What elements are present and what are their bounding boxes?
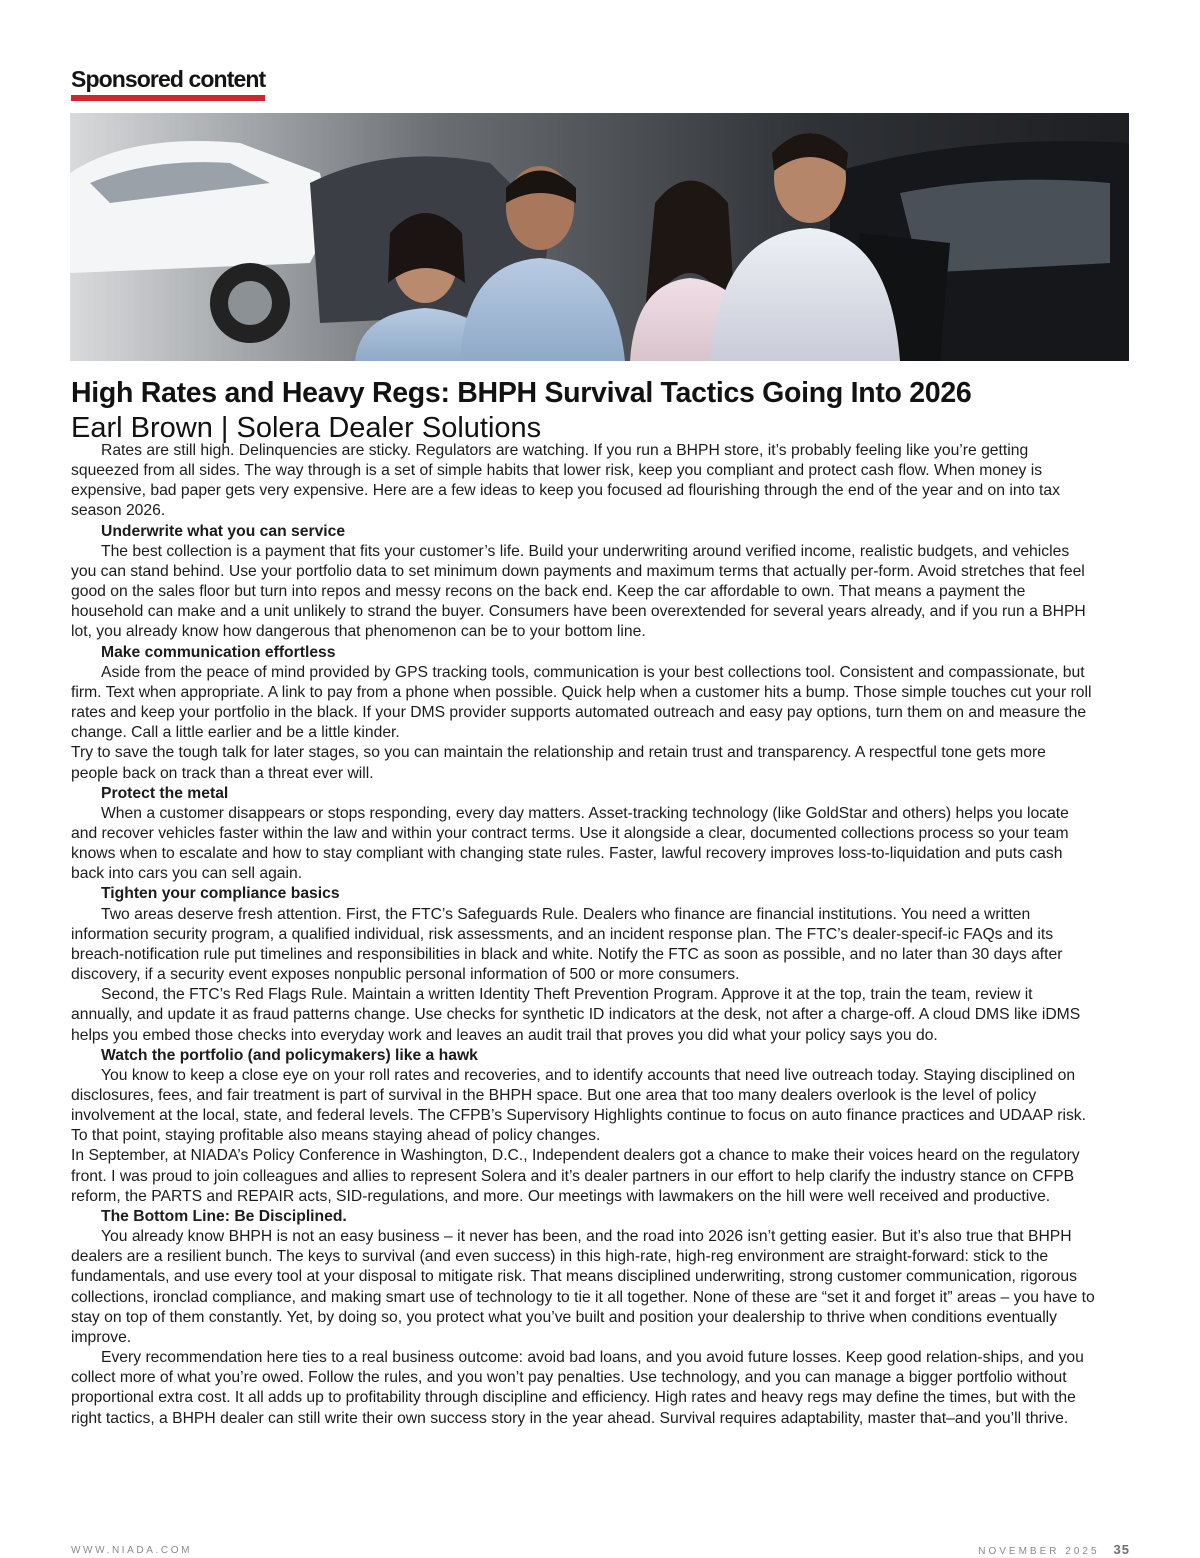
sponsored-content-label: Sponsored content [71, 66, 265, 101]
footer-website: WWW.NIADA.COM [71, 1545, 193, 1556]
footer-issue: NOVEMBER 2025 [978, 1546, 1100, 1557]
section-heading-compliance: Tighten your compliance basics [101, 885, 340, 903]
paragraph-protect-metal: When a customer disappears or stops responding, every day matters. Asset-tracking technology (like GoldStar and others) helps you locate and recover vehicles faster within the law and within your contract terms. Use it alongside a clear, documented collections process so your team knows when to escalate and how to stay compliant with changing state rules. Faster, lawful recovery improves loss-to-liquidation and puts cash back into cars you can sell again. [71, 804, 1069, 883]
hero-photo [70, 113, 1129, 361]
article-byline: Earl Brown | Solera Dealer Solutions [71, 412, 542, 444]
intro-paragraph: Rates are still high. Delinquencies are sticky. Regulators are watching. If you run a BHPH store, it’s probably feeling like you’re getting squeezed from all sides. The way through is a set of simple habits that lower risk, keep you compliant and protect cash flow. When money is expensive, bad paper gets very expensive. Here are a few ideas to keep you focused ad flourishing through the end of the year and on into tax season 2026. [71, 442, 1060, 520]
paragraph-portfolio-1: You know to keep a close eye on your roll rates and recoveries, and to identify accounts that need live outreach today. Staying disciplined on disclosures, fees, and fair treatment is part of survival in the BHPH space. But one area that too many dealers overlook is the level of policy involvement at the local, state, and federal levels. The CFPB’s Supervisory Highlights continue to focus on auto finance practices and UDAAP risk. To that point, staying profitable also means staying ahead of policy changes. [71, 1066, 1086, 1145]
article-body [71, 441, 1096, 1429]
paragraph-portfolio-2: In September, at NIADA’s Policy Conference in Washington, D.C., Independent dealers got a chance to make their voices heard on the regulatory front. I was proud to join colleagues and allies to represent Solera and it’s dealer partners in our effort to help clarify the industry stance on CFPB reform, the PARTS and REPAIR acts, SID-regulations, and more. Our meetings with lawmakers on the hill were well received and productive. [71, 1147, 1080, 1205]
paragraph-compliance-2: Second, the FTC’s Red Flags Rule. Maintain a written Identity Theft Prevention Program. Approve it at the top, train the team, review it annually, and update it as fraud patterns change. Use checks for synthetic ID indicators at the desk, not after a charge-off. A cloud DMS like iDMS helps you embed those checks into everyday work and leaves an audit trail that proves you did what your policy says you do. [71, 986, 1081, 1044]
dealership-photo-illustration [70, 113, 1129, 361]
paragraph-bottom-line-1: You already know BHPH is not an easy business – it never has been, and the road into 2026 isn’t getting easier. But it’s also true that BHPH dealers are a resilient bunch. The keys to survival (and even success) in this high-rate, high-reg environment are straight-forward: stick to the fundamentals, and use every tool at your disposal to mitigate risk. That means disciplined underwriting, strong customer communication, rigorous collections, ironclad compliance, and making smart use of technology to tie it all together. None of these are “set it and forget it” areas – you have to stay on top of them constantly. Yet, by doing so, you protect what you’ve built and position your dealership to thrive when conditions eventually improve. [71, 1228, 1095, 1346]
article-title: High Rates and Heavy Regs: BHPH Survival Tactics Going Into 2026 [71, 377, 972, 409]
section-heading-portfolio: Watch the portfolio (and policymakers) like a hawk [101, 1046, 478, 1064]
footer-right [978, 1542, 1130, 1557]
paragraph-communication-2: Try to save the tough talk for later stages, so you can maintain the relationship and retain trust and transparency. A respectful tone gets more people back on track than a threat ever will. [71, 744, 1046, 782]
section-heading-communication: Make communication effortless [101, 643, 336, 661]
paragraph-communication-1: Aside from the peace of mind provided by GPS tracking tools, communication is your best collections tool. Consistent and compassionate, but firm. Text when appropriate. A link to pay from a phone when possible. Quick help when a customer hits a bump. Those simple touches cut your roll rates and keep your portfolio in the black. If your DMS provider supports automated outreach and easy pay options, turn them on and measure the change. Call a little earlier and be a little kinder. [71, 663, 1092, 742]
section-heading-bottom-line: The Bottom Line: Be Disciplined. [101, 1207, 347, 1225]
section-heading-underwrite: Underwrite what you can service [101, 522, 346, 540]
paragraph-bottom-line-2: Every recommendation here ties to a real business outcome: avoid bad loans, and you avoid future losses. Keep good relation-ships, and you collect more of what you’re owed. Follow the rules, and you won’t pay penalties. Use technology, and you can manage a bigger portfolio without proportional extra cost. It all adds up to profitability through discipline and efficiency. High rates and heavy regs may define the times, but with the right tactics, a BHPH dealer can still write their own success story in the year ahead. Survival requires adaptability, master that–and you’ll thrive. [71, 1349, 1084, 1427]
paragraph-compliance-1: Two areas deserve fresh attention. First, the FTC’s Safeguards Rule. Dealers who finance are financial institutions. You need a written information security program, a qualified individual, risk assessments, and an incident response plan. The FTC’s dealer-specif-ic FAQs and its breach-notification rule put timelines and responsibilities in black and white. Notify the FTC as soon as possible, and no later than 30 days after discovery, if a security event exposes nonpublic personal information of 500 or more consumers. [71, 905, 1063, 984]
paragraph-underwrite: The best collection is a payment that fits your customer’s life. Build your underwriting around verified income, realistic budgets, and vehicles you can stand behind. Use your portfolio data to set minimum down payments and maximum terms that actually per-form. Avoid stretches that feel good on the sales floor but turn into repos and messy recons on the back end. Keep the car affordable to own. That means a payment the household can make and a unit unlikely to strand the buyer. Consumers have been overextended for several years already, and if you run a BHPH lot, you already know how dangerous that phenomenon can be to your bottom line. [71, 542, 1086, 641]
page-number: 35 [1113, 1542, 1130, 1557]
section-heading-protect-metal: Protect the metal [101, 784, 229, 802]
